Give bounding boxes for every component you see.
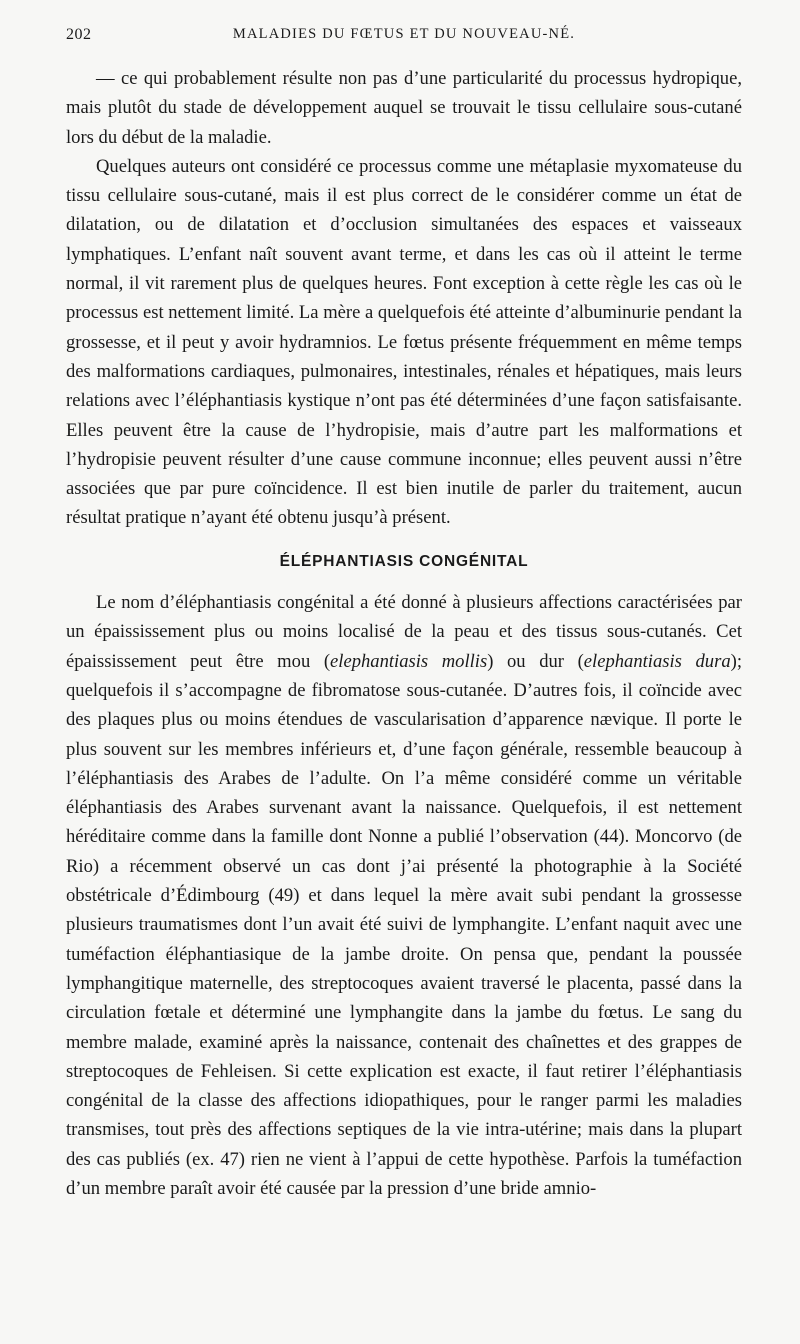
page-number: 202 [66, 26, 92, 43]
text-fragment: ); quelquefois il s’accompagne de fibromatose sous-cutanée. D’autres fois, il coïncide avec des plaques plus ou moins étendues de vascularisation d’apparence nævique. Il porte le plus souvent sur les membres inférieurs et, d’une façon générale, ressemble beaucoup à l’éléphantiasis des Arabes de l’adulte. On l’a même considéré comme un véritable éléphantiasis des Arabes survenant avant la naissance. Quelquefois, il est nettement héréditaire comme dans la famille dont Nonne a publié l’observation (44). Moncorvo (de Rio) a récemment observé un cas dont j’ai présenté la photographie à la Société obstétricale d’Édimbourg (49) et dans lequel la mère avait subi pendant la grossesse plusieurs traumatismes dont l’un avait été suivi de lymphangite. L’enfant naquit avec une tuméfaction éléphantiasique de la jambe droite. On pensa que, pendant la poussée lymphangitique maternelle, des streptocoques avaient traversé le placenta, passé dans la circulation fœtale et déterminé une lymphangite dans la jambe du fœtus. Le sang du membre malade, examiné après la naissance, contenait des chaînettes et des grappes de streptocoques de Fehleisen. Si cette explication est exacte, il faut retirer l’éléphantiasis congénital de la classe des affections idiopathiques, pour le ranger parmi les maladies transmises, tout près des affections septiques de la vie intra-utérine; mais dans la plupart des cas publiés (ex. 47) rien ne vient à l’appui de cette hypothèse. Parfois la tuméfaction d’un membre paraît avoir été causée par la pression d’une bride amnio- [66, 650, 742, 1199]
text-fragment: Le nom d’éléphantiasis congénital a été donné à plusieurs affections caractérisées par un épaississement plus ou moins localisé de la peau et des tissus sous-cutanés. Cet épaississement peut être mou ( [66, 592, 742, 672]
section-heading: ÉLÉPHANTIASIS CONGÉNITAL [279, 552, 529, 570]
text-fragment: ) ou dur ( [487, 650, 584, 672]
paragraph-elephantiasis [66, 588, 742, 1203]
italic-term-dura: elephantiasis dura [583, 650, 731, 672]
paragraph-hydrops-discussion: Quelques auteurs ont considéré ce processus comme une métaplasie myxomateuse du tissu cellulaire sous-cutané, mais il est plus correct de le considérer comme un état de dilatation, ou de dilatation et d’occlusion simultanées des espaces et vaisseaux lymphatiques. L’enfant naît souvent avant terme, et dans les cas où il atteint le terme normal, il vit rarement plus de quelques heures. Font exception à cette règle les cas où le processus est nettement limité. La mère a quelquefois été atteinte d’albuminurie pendant la grossesse, et il peut y avoir hydramnios. Le fœtus présente fréquemment en même temps des malformations cardiaques, pulmonaires, intestinales, rénales et hépatiques, mais leurs relations avec l’éléphantiasis kystique n’ont pas été déterminées d’une façon satisfaisante. Elles peuvent être la cause de l’hydropisie, mais d’autre part les malformations et l’hydropisie peuvent résulter d’une cause commune inconnue; elles peuvent aussi n’être associées que par pure coïncidence. Il est bien inutile de parler du traitement, aucun résultat pratique n’ayant été obtenu jusqu’à présent. [66, 155, 742, 529]
italic-term-mollis: elephantiasis mollis [330, 650, 488, 672]
header-title: MALADIES DU FŒTUS ET DU NOUVEAU-NÉ. [232, 26, 576, 42]
body-text [66, 64, 742, 1203]
paragraph-continuation: — ce qui probablement résulte non pas d’une particularité du processus hydropique, mais plutôt du stade de développement auquel se trouvait le tissu cellulaire sous-cutané lors du début de la maladie. [66, 68, 742, 148]
running-header [66, 26, 742, 52]
